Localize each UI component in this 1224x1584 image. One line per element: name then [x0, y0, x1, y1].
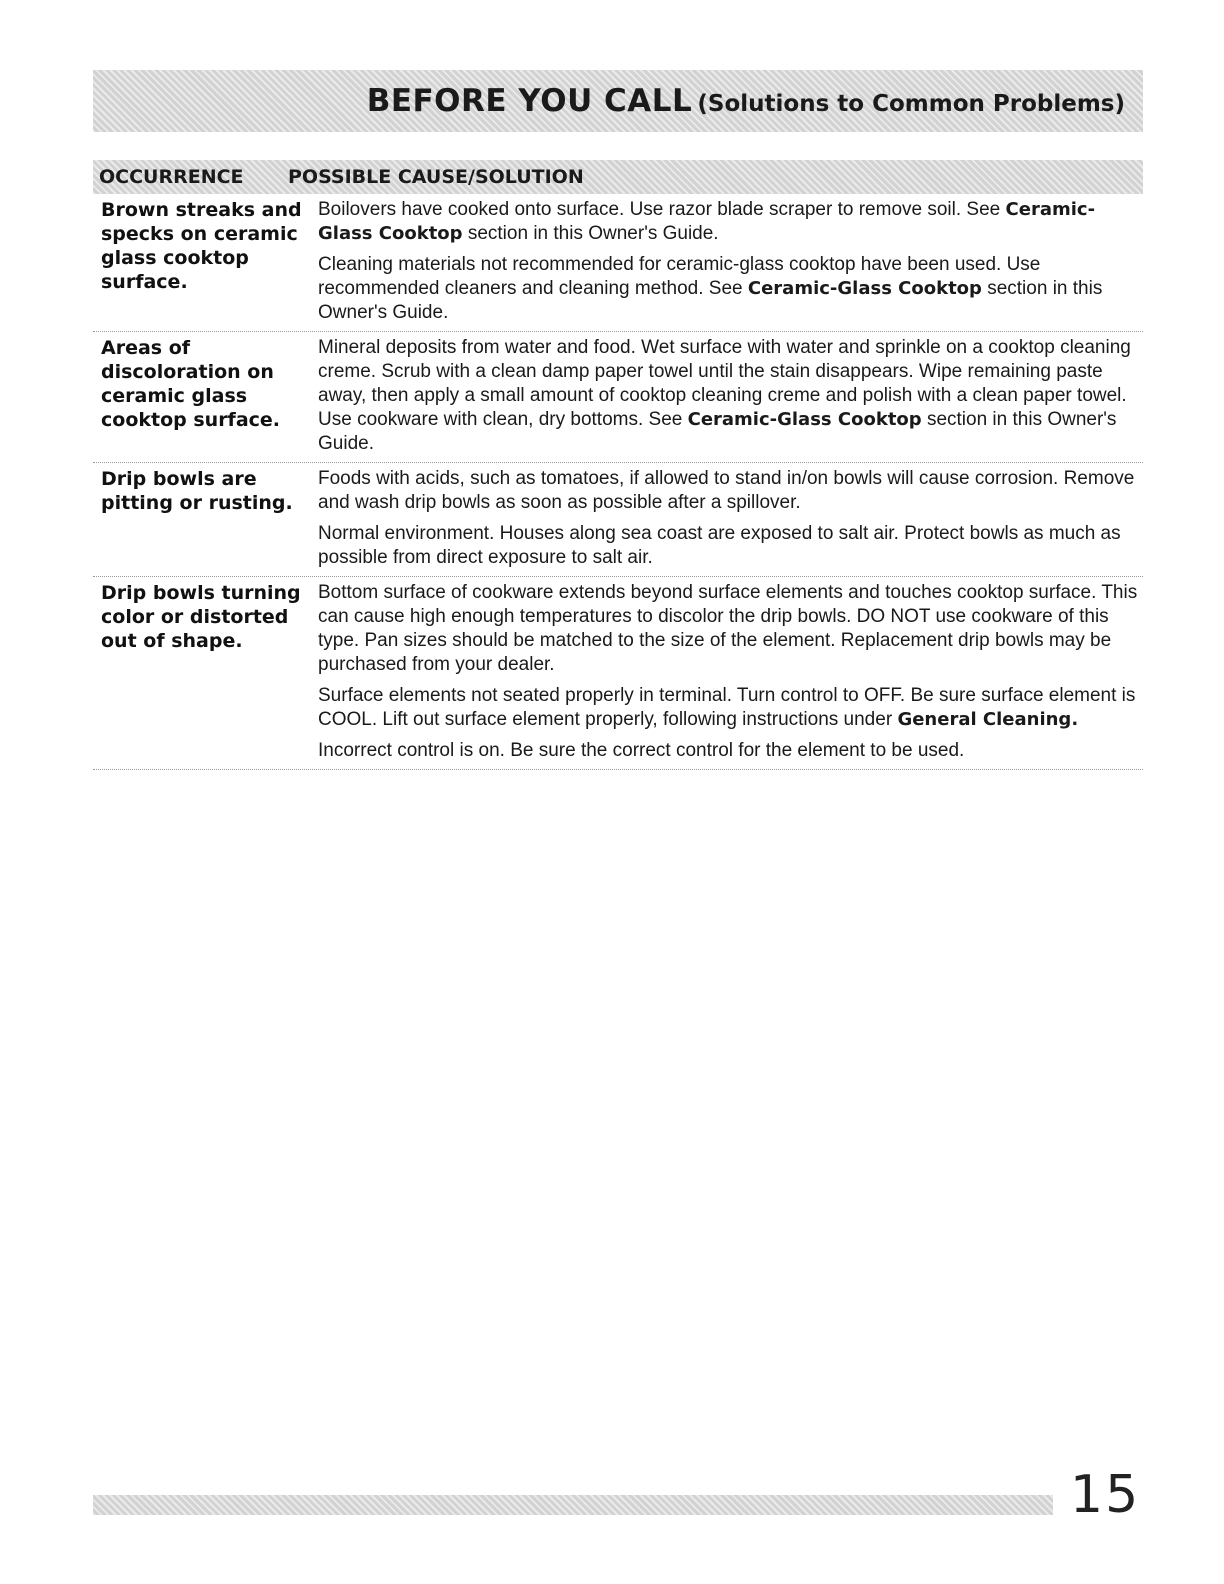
section-reference: General Cleaning. [897, 709, 1079, 730]
cause-paragraph [318, 336, 1143, 456]
cause-text: Normal environment. Houses along sea coast are exposed to salt air. Protect bowls as much as possible from direct exposure to salt air. [318, 523, 1121, 568]
table-row [93, 577, 1143, 770]
cause-text: section in this Owner's Guide. [462, 223, 719, 244]
table-row [93, 194, 1143, 332]
column-header-occurrence: OCCURRENCE [99, 166, 244, 188]
cause-paragraph [318, 581, 1143, 677]
cause-text: section in this Owner's Guide. [318, 278, 1103, 323]
cause-paragraph [318, 253, 1143, 325]
page-title-main: BEFORE YOU CALL [366, 83, 693, 119]
section-reference: Ceramic-Glass Cooktop [687, 409, 922, 430]
cause-solution-cell [318, 467, 1143, 572]
cause-text: Boilovers have cooked onto surface. Use razor blade scraper to remove soil. See [318, 199, 1006, 220]
troubleshooting-table [93, 194, 1143, 770]
page-title [367, 83, 1125, 119]
cause-paragraph [318, 522, 1143, 570]
cause-text: Cleaning materials not recommended for ceramic-glass cooktop have been used. Use recommended cleaners and cleaning method. See [318, 254, 1041, 299]
cause-paragraph [318, 684, 1143, 732]
cause-solution-cell [318, 336, 1143, 458]
cause-text: Mineral deposits from water and food. Wet surface with water and sprinkle on a cooktop cleaning creme. Scrub with a clean damp paper towel until the stain disappears. Wipe remaining paste away, then apply a small amount of cooktop cleaning creme and polish with a clean paper towel. Use cookware with clean, dry bottoms. See [318, 337, 1131, 430]
page-title-subtitle: (Solutions to Common Problems) [697, 91, 1125, 117]
footer-rule [93, 1495, 1053, 1515]
cause-solution-cell [318, 198, 1143, 327]
cause-text: section in this Owner's Guide. [318, 409, 1117, 454]
cause-text: Bottom surface of cookware extends beyond surface elements and touches cooktop surface. This can cause high enough temperatures to discolor the drip bowls. DO NOT use cookware of this type. Pan sizes should be matched to the size of the element. Replacement drip bowls may be purchased from your dealer. [318, 582, 1138, 675]
page-number: 15 [1070, 1465, 1141, 1525]
occurrence-cell: Drip bowls turning color or distorted out of shape. [101, 582, 301, 652]
table-row [93, 332, 1143, 463]
occurrence-cell: Brown streaks and specks on ceramic glass cooktop surface. [101, 199, 302, 293]
table-header-row [93, 160, 1143, 194]
occurrence-cell: Drip bowls are pitting or rusting. [101, 468, 293, 514]
title-banner [93, 70, 1143, 132]
section-reference: Ceramic-Glass Cooktop [318, 199, 1096, 244]
column-header-cause-solution: POSSIBLE CAUSE/SOLUTION [288, 166, 584, 188]
cause-paragraph [318, 739, 1143, 763]
cause-text: Incorrect control is on. Be sure the correct control for the element to be used. [318, 740, 965, 761]
section-reference: Ceramic-Glass Cooktop [747, 278, 982, 299]
cause-text: Surface elements not seated properly in terminal. Turn control to OFF. Be sure surface element is COOL. Lift out surface element properly, following instructions under [318, 685, 1136, 730]
cause-solution-cell [318, 581, 1143, 765]
cause-paragraph [318, 198, 1143, 246]
occurrence-cell: Areas of discoloration on ceramic glass cooktop surface. [101, 337, 281, 431]
cause-text: Foods with acids, such as tomatoes, if allowed to stand in/on bowls will cause corrosion. Remove and wash drip bowls as soon as possible after a spillover. [318, 468, 1135, 513]
table-row [93, 463, 1143, 577]
cause-paragraph [318, 467, 1143, 515]
